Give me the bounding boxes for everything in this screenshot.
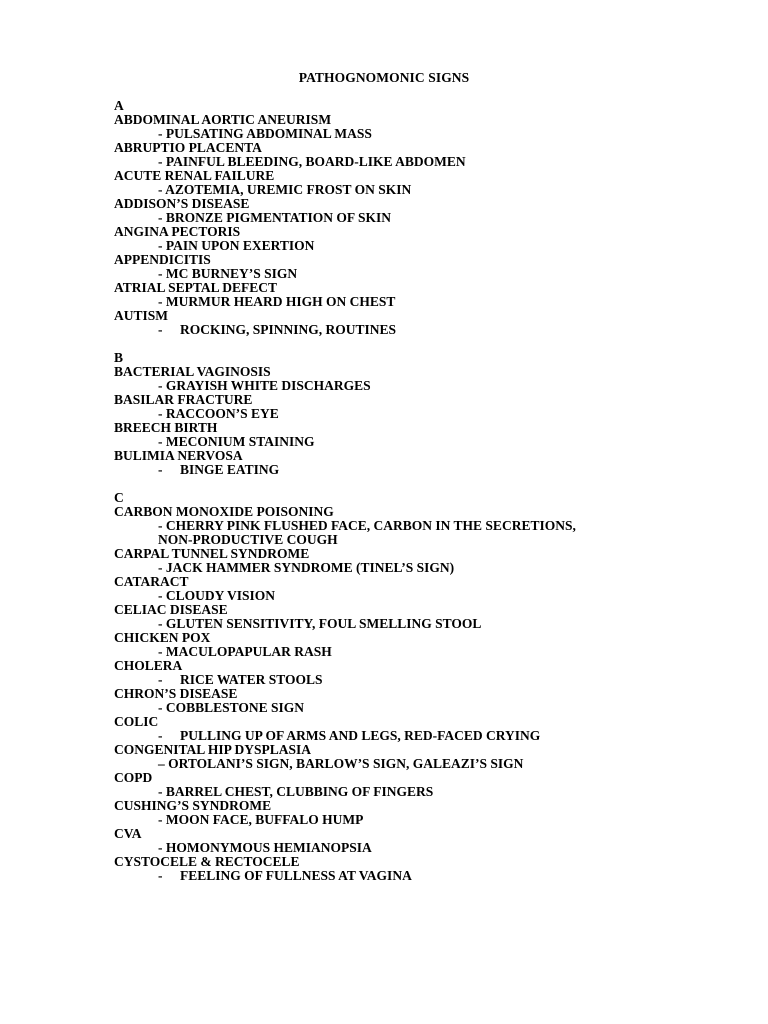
list-item — [114, 281, 734, 309]
condition-name: CUSHING’S SYNDROME — [114, 798, 272, 813]
condition-name: BACTERIAL VAGINOSIS — [114, 364, 271, 379]
list-item — [114, 827, 734, 855]
condition-name: COPD — [114, 770, 153, 785]
condition-name: AUTISM — [114, 308, 169, 323]
sign-text: - AZOTEMIA, UREMIC FROST ON SKIN — [158, 182, 412, 197]
condition-name: ABRUPTIO PLACENTA — [114, 140, 262, 155]
sign-label: RICE WATER STOOLS — [180, 672, 323, 687]
section-gap — [114, 477, 734, 491]
sign-text: - PAIN UPON EXERTION — [158, 238, 315, 253]
list-item — [114, 743, 734, 771]
condition-name: CHRON’S DISEASE — [114, 686, 238, 701]
section-a — [114, 99, 734, 337]
list-item — [114, 197, 734, 225]
bullet-dash: - — [158, 868, 163, 883]
list-item — [114, 659, 734, 687]
sign-label: BINGE EATING — [180, 462, 280, 477]
section-letter: C — [114, 490, 124, 505]
section-letter: B — [114, 350, 124, 365]
sign-text — [114, 869, 734, 883]
condition-name: ACUTE RENAL FAILURE — [114, 168, 275, 183]
list-item — [114, 393, 734, 421]
list-item — [114, 309, 734, 337]
section-c — [114, 491, 734, 883]
condition-name: ABDOMINAL AORTIC ANEURISM — [114, 112, 332, 127]
section-b — [114, 351, 734, 477]
sign-text: - GLUTEN SENSITIVITY, FOUL SMELLING STOOL — [158, 616, 482, 631]
list-item — [114, 253, 734, 281]
sign-text — [114, 323, 734, 337]
sign-text: - RACCOON’S EYE — [158, 406, 279, 421]
page-title: PATHOGNOMONIC SIGNS — [298, 70, 470, 85]
condition-name: CATARACT — [114, 574, 189, 589]
sign-text: - MURMUR HEARD HIGH ON CHEST — [158, 294, 396, 309]
sign-text: - PULSATING ABDOMINAL MASS — [158, 126, 372, 141]
condition-name: BREECH BIRTH — [114, 420, 218, 435]
sign-text: – ORTOLANI’S SIGN, BARLOW’S SIGN, GALEAZI’S SIGN — [158, 756, 524, 771]
sign-label: ROCKING, SPINNING, ROUTINES — [180, 322, 397, 337]
sign-text: - PAINFUL BLEEDING, BOARD-LIKE ABDOMEN — [158, 154, 466, 169]
list-item — [114, 771, 734, 799]
list-item — [114, 505, 734, 547]
condition-name: ATRIAL SEPTAL DEFECT — [114, 280, 278, 295]
list-item — [114, 715, 734, 743]
list-item — [114, 855, 734, 883]
list-item — [114, 421, 734, 449]
condition-name: CYSTOCELE & RECTOCELE — [114, 854, 300, 869]
list-item — [114, 365, 734, 393]
sign-text: - COBBLESTONE SIGN — [158, 700, 305, 715]
section-letter: A — [114, 98, 124, 113]
sign-text: - MECONIUM STAINING — [158, 434, 315, 449]
sign-text — [114, 673, 734, 687]
sign-text: - MC BURNEY’S SIGN — [158, 266, 298, 281]
sign-text: - MACULOPAPULAR RASH — [158, 644, 332, 659]
list-item — [114, 575, 734, 603]
list-item — [114, 169, 734, 197]
bullet-dash: - — [158, 462, 163, 477]
list-item — [114, 687, 734, 715]
condition-name: CARPAL TUNNEL SYNDROME — [114, 546, 310, 561]
sign-text: - JACK HAMMER SYNDROME (TINEL’S SIGN) — [158, 560, 455, 575]
condition-name: APPENDICITIS — [114, 252, 211, 267]
bullet-dash: - — [158, 672, 163, 687]
list-item — [114, 547, 734, 575]
sign-text — [114, 463, 734, 477]
condition-name: BASILAR FRACTURE — [114, 392, 253, 407]
sign-text: - HOMONYMOUS HEMIANOPSIA — [158, 840, 372, 855]
condition-name: CELIAC DISEASE — [114, 602, 228, 617]
condition-name: ADDISON’S DISEASE — [114, 196, 250, 211]
sign-text: - CLOUDY VISION — [158, 588, 276, 603]
bullet-dash: - — [158, 322, 163, 337]
condition-name: COLIC — [114, 714, 159, 729]
section-gap — [114, 337, 734, 351]
condition-name: CVA — [114, 826, 142, 841]
sign-text-continued: NON-PRODUCTIVE COUGH — [158, 532, 338, 547]
list-item — [114, 141, 734, 169]
condition-name: CONGENITAL HIP DYSPLASIA — [114, 742, 312, 757]
condition-name: ANGINA PECTORIS — [114, 224, 241, 239]
list-item — [114, 603, 734, 631]
sign-label: FEELING OF FULLNESS AT VAGINA — [180, 868, 412, 883]
sign-text: - CHERRY PINK FLUSHED FACE, CARBON IN THE SECRETIONS, — [158, 518, 576, 533]
list-item — [114, 449, 734, 477]
document-body — [114, 99, 734, 883]
condition-name: CHICKEN POX — [114, 630, 211, 645]
condition-name: CARBON MONOXIDE POISONING — [114, 504, 334, 519]
condition-name: CHOLERA — [114, 658, 183, 673]
sign-text: - GRAYISH WHITE DISCHARGES — [158, 378, 371, 393]
list-item — [114, 631, 734, 659]
sign-text: - MOON FACE, BUFFALO HUMP — [158, 812, 364, 827]
bullet-dash: - — [158, 728, 163, 743]
sign-text — [114, 729, 734, 743]
sign-text: - BRONZE PIGMENTATION OF SKIN — [158, 210, 392, 225]
list-item — [114, 225, 734, 253]
sign-text: - BARREL CHEST, CLUBBING OF FINGERS — [158, 784, 434, 799]
list-item — [114, 113, 734, 141]
list-item — [114, 799, 734, 827]
sign-label: PULLING UP OF ARMS AND LEGS, RED-FACED CRYING — [180, 728, 541, 743]
condition-name: BULIMIA NERVOSA — [114, 448, 243, 463]
